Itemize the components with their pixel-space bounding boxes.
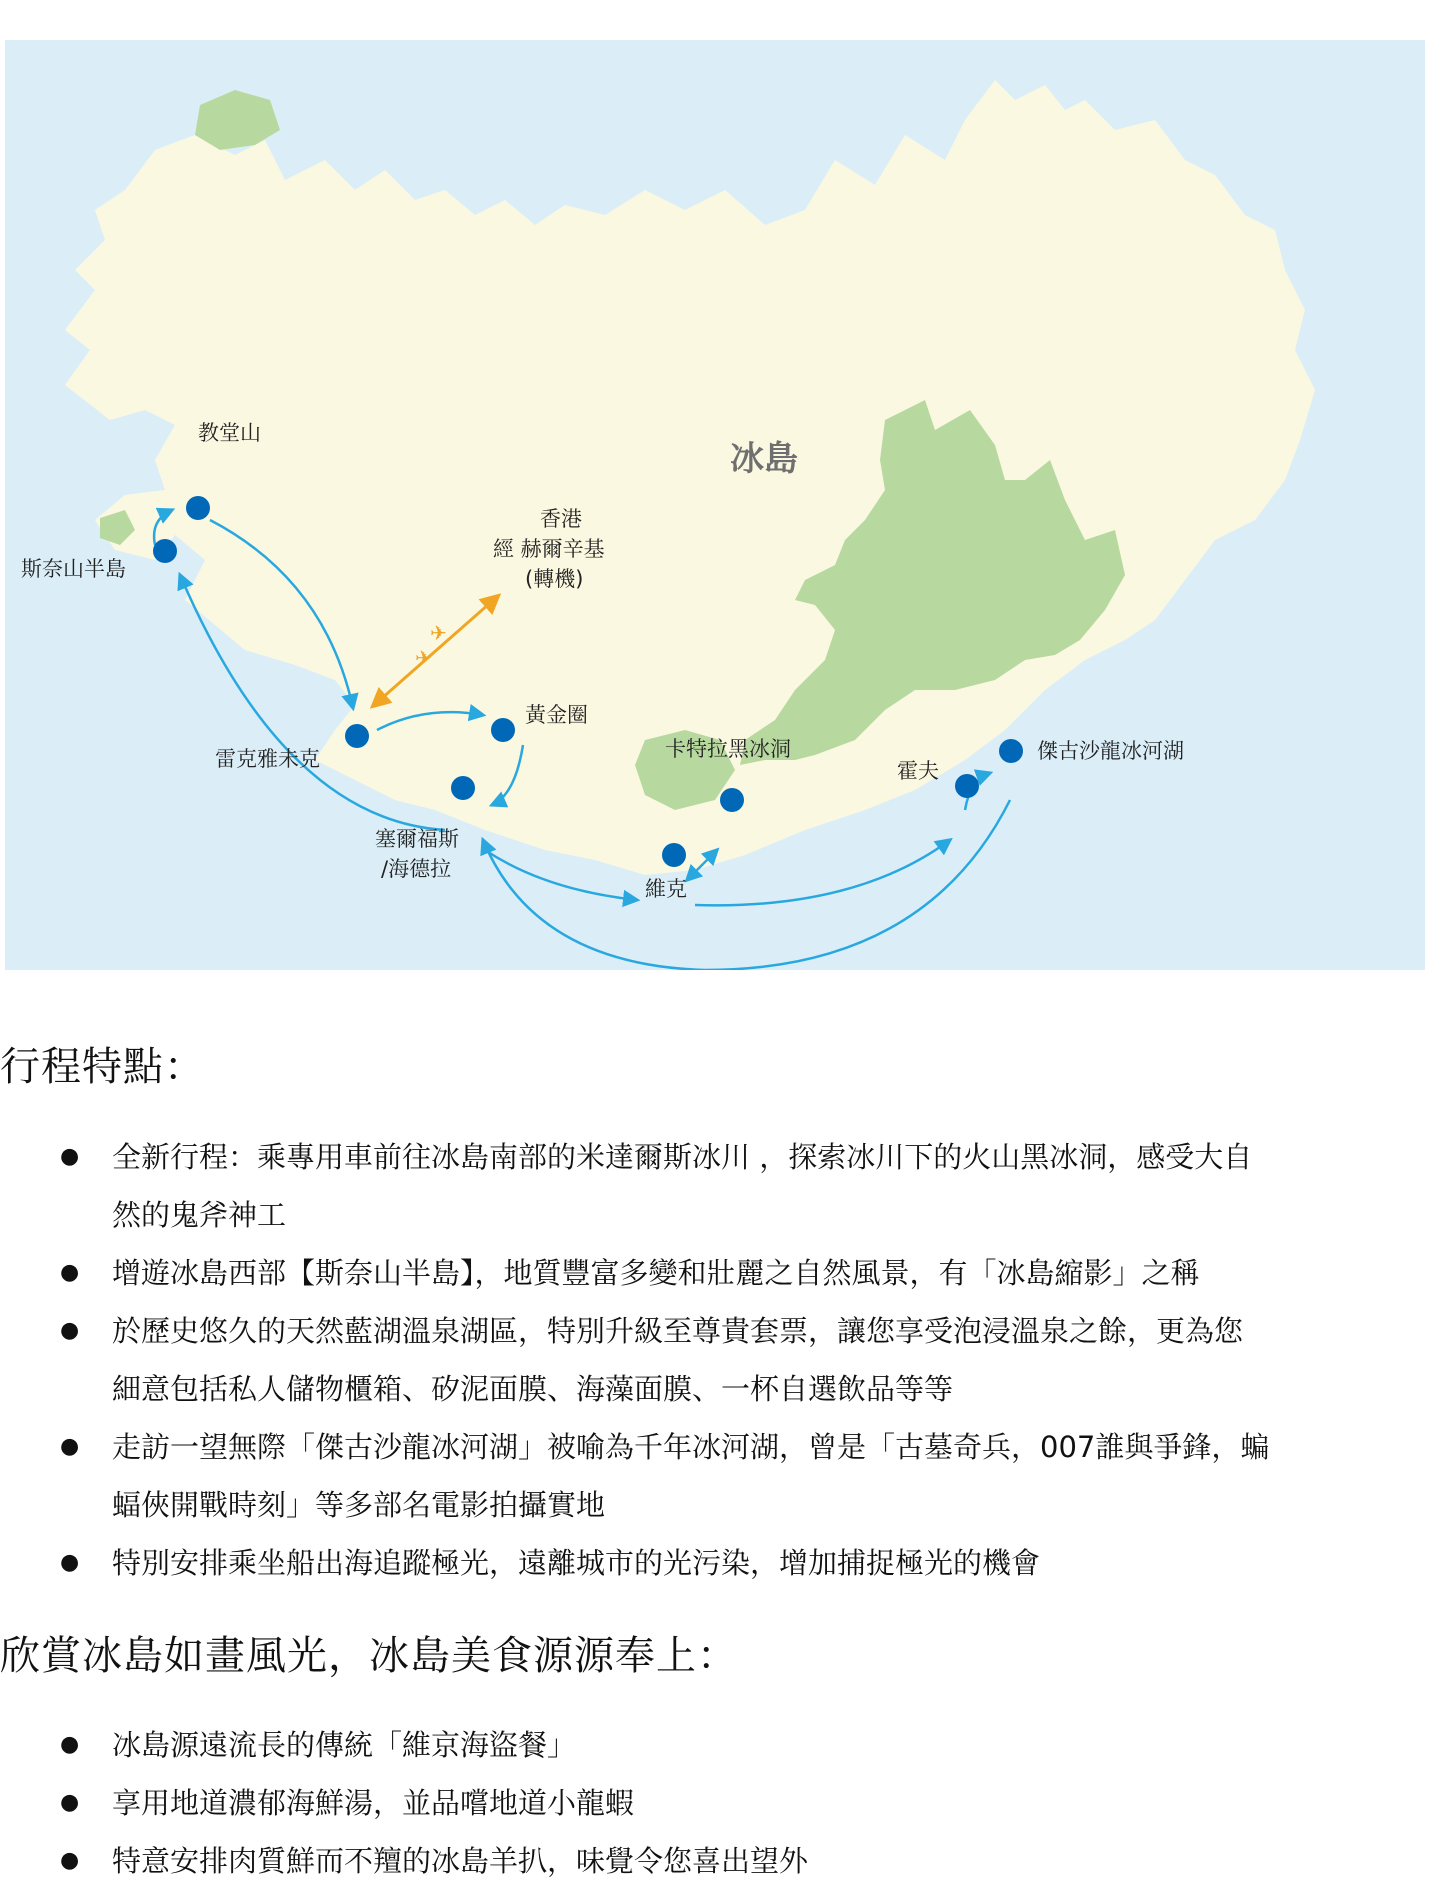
stop-kirkjufell [186,496,210,520]
label-kirkjufell: 教堂山 [198,421,261,445]
cuisine-item-3 [60,1832,1440,1890]
cuisine-item-3-text: 特意安排肉質鮮而不羶的冰島羊扒，味覺令您喜出望外 [112,1844,809,1878]
label-jokulsarlon: 傑古沙龍冰河湖 [1037,739,1184,763]
label-reykjavik: 雷克雅未克 [215,747,320,771]
feature-item-5 [60,1534,1440,1592]
feature-item-4 [60,1418,1440,1534]
plane-icon-1: ✈ [430,621,447,645]
label-katla: 卡特拉黑冰洞 [665,737,791,761]
country-label: 冰島 [730,439,798,479]
label-golden-circle: 黃金圈 [525,703,588,727]
stop-vik [662,843,686,867]
iceland-route-map [5,40,1425,970]
map-svg [5,40,1425,970]
label-hk-3: (轉機) [525,567,584,591]
plane-icon-2: ✈ [415,646,432,670]
cuisine-item-1-text: 冰島源遠流長的傳統「維京海盜餐」 [112,1728,577,1762]
stop-jokulsarlon [999,739,1023,763]
label-selfoss-1: 塞爾福斯 [375,827,459,851]
feature-item-1 [60,1128,1440,1244]
feature-item-2-text: 增遊冰島西部【斯奈山半島】，地質豐富多變和壯麗之自然風景，有「冰島縮影」之稱 [112,1256,1200,1290]
features-list [60,1128,1440,1592]
stop-hofn [955,774,979,798]
cuisine-item-1 [60,1716,1440,1774]
stop-snaefellsnes [153,539,177,563]
feature-item-3-line-1: 於歷史悠久的天然藍湖溫泉湖區，特別升級至尊貴套票，讓您享受泡浸溫泉之餘，更為您 [112,1314,1244,1348]
feature-item-2 [60,1244,1440,1302]
stop-reykjavik [345,724,369,748]
label-hofn: 霍夫 [897,759,939,783]
section-features-title: 行程特點： [0,1044,205,1090]
stop-katla [720,788,744,812]
feature-item-5-text: 特別安排乘坐船出海追蹤極光，遠離城市的光污染，增加捕捉極光的機會 [112,1546,1041,1580]
feature-item-1-line-1: 全新行程：乘專用車前往冰島南部的米達爾斯冰川 ，探索冰川下的火山黑冰洞，感受大自 [112,1140,1253,1174]
feature-item-3-line-2: 細意包括私人儲物櫃箱、矽泥面膜、海藻面膜、一杯自選飲品等等 [112,1372,954,1406]
label-hk-1: 香港 [540,507,582,531]
feature-item-4-line-2: 蝠俠開戰時刻」等多部名電影拍攝實地 [112,1488,606,1522]
label-snaefellsnes: 斯奈山半島 [21,557,126,581]
cuisine-item-2 [60,1774,1440,1832]
label-selfoss-2: /海德拉 [381,857,452,881]
stop-golden-circle [491,718,515,742]
feature-item-1-line-2: 然的鬼斧神工 [112,1198,287,1232]
label-vik: 維克 [645,877,687,901]
cuisine-list [60,1716,1440,1890]
feature-item-4-line-1: 走訪一望無際「傑古沙龍冰河湖」被喻為千年冰河湖，曾是「古墓奇兵，007誰與爭鋒，蝙 [112,1430,1270,1464]
cuisine-item-2-text: 享用地道濃郁海鮮湯，並品嚐地道小龍蝦 [112,1786,635,1820]
feature-item-3 [60,1302,1440,1418]
label-hk-2: 經 赫爾辛基 [493,537,605,561]
stop-selfoss [451,776,475,800]
section-cuisine-title: 欣賞冰島如畫風光，冰島美食源源奉上： [0,1633,738,1679]
